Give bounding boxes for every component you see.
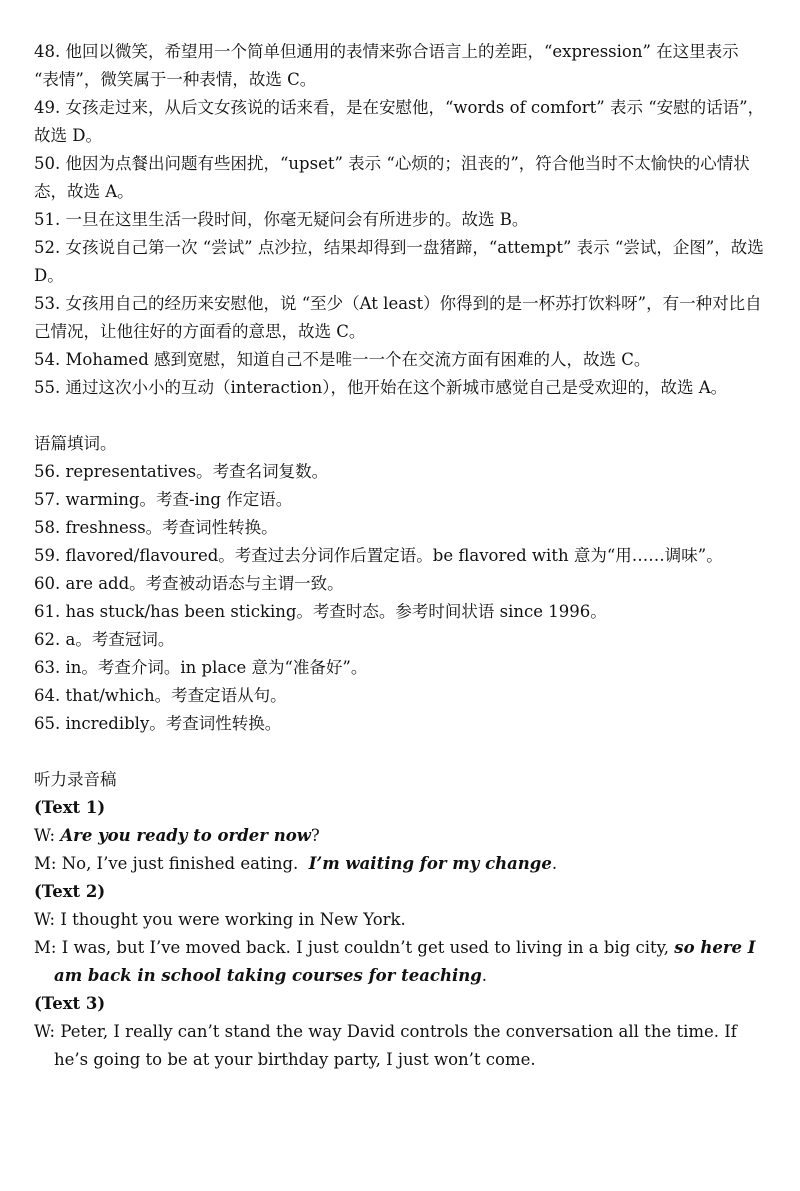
answer-54: 54. Mohamed 感到宽慰，知道自己不是唯一一个在交流方面有困难的人，故选 C。 (34, 350, 651, 369)
answer-55: 55. 通过这次小小的互动（interaction），他开始在这个新城市感觉自己是受欢迎的，故选 A。 (34, 378, 728, 397)
cloze-item-62: 62. a。考查冠词。 (34, 630, 175, 649)
speaker-line: M: No, I’ve just finished eating. (34, 854, 309, 873)
cloze-item-59: 59. flavored/flavoured。考查过去分词作后置定语。be flavored with 意为“用……调味”。 (34, 546, 723, 565)
line-suffix: . (551, 854, 558, 873)
text2-m-line (34, 934, 768, 990)
answer-50: 50. 他因为点餐出问题有些困扰，“upset” 表示 “心烦的；沮丧的”，符合他当时不太愉快的心情状态，故选 A。 (34, 154, 750, 201)
text3-heading: (Text 3) (34, 994, 106, 1013)
emphasized-answer: so here I am back in school taking courses for teaching (54, 938, 756, 985)
spacer (34, 738, 768, 766)
speaker-line: M: I was, but I’ve moved back. I just couldn’t get used to living in a big city, (34, 938, 675, 957)
text3-w-line: W: Peter, I really can’t stand the way David controls the conversation all the time. If he’s going to be at your birthday party, I just won’t come. (34, 1022, 737, 1069)
cloze-section (34, 430, 768, 738)
cloze-item-61: 61. has stuck/has been sticking。考查时态。参考时间状语 since 1996。 (34, 602, 607, 621)
cloze-title: 语篇填词。 (34, 434, 117, 453)
cloze-item-63: 63. in。考查介词。in place 意为“准备好”。 (34, 658, 368, 677)
cloze-item-60: 60. are add。考查被动语态与主谓一致。 (34, 574, 344, 593)
answer-49: 49. 女孩走过来，从后文女孩说的话来看，是在安慰他，“words of comfort” 表示 “安慰的话语”，故选 D。 (34, 98, 765, 145)
cloze-item-56: 56. representatives。考查名词复数。 (34, 462, 329, 481)
document-page (34, 38, 768, 1074)
cloze-item-65: 65. incredibly。考查词性转换。 (34, 714, 282, 733)
cloze-item-58: 58. freshness。考查词性转换。 (34, 518, 278, 537)
answer-52: 52. 女孩说自己第一次 “尝试” 点沙拉，结果却得到一盘猪蹄，“attempt” 表示 “尝试，企图”，故选 D。 (34, 238, 764, 285)
transcript-title: 听力录音稿 (34, 770, 117, 789)
answer-explanations (34, 38, 768, 402)
text2-heading: (Text 2) (34, 882, 106, 901)
speaker-prefix: W: (34, 826, 61, 845)
line-suffix: . (481, 966, 488, 985)
answer-48: 48. 他回以微笑，希望用一个简单但通用的表情来弥合语言上的差距，“expression” 在这里表示 “表情”，微笑属于一种表情，故选 C。 (34, 42, 739, 89)
text2-w-line: W: I thought you were working in New York. (34, 910, 406, 929)
cloze-item-57: 57. warming。考查-ing 作定语。 (34, 490, 293, 509)
text1-heading: (Text 1) (34, 798, 106, 817)
transcript-section (34, 766, 768, 1074)
answer-51: 51. 一旦在这里生活一段时间，你毫无疑问会有所进步的。故选 B。 (34, 210, 529, 229)
emphasized-answer: Are you ready to order now (60, 826, 311, 845)
answer-53: 53. 女孩用自己的经历来安慰他，说 “至少（At least）你得到的是一杯苏打饮料呀”，有一种对比自己情况，让他往好的方面看的意思，故选 C。 (34, 294, 762, 341)
line-suffix: ? (310, 826, 320, 845)
text1-m-line (34, 850, 768, 878)
cloze-item-64: 64. that/which。考查定语从句。 (34, 686, 287, 705)
emphasized-answer: I’m waiting for my change (308, 854, 552, 873)
text1-w-line (34, 822, 768, 850)
spacer (34, 402, 768, 430)
